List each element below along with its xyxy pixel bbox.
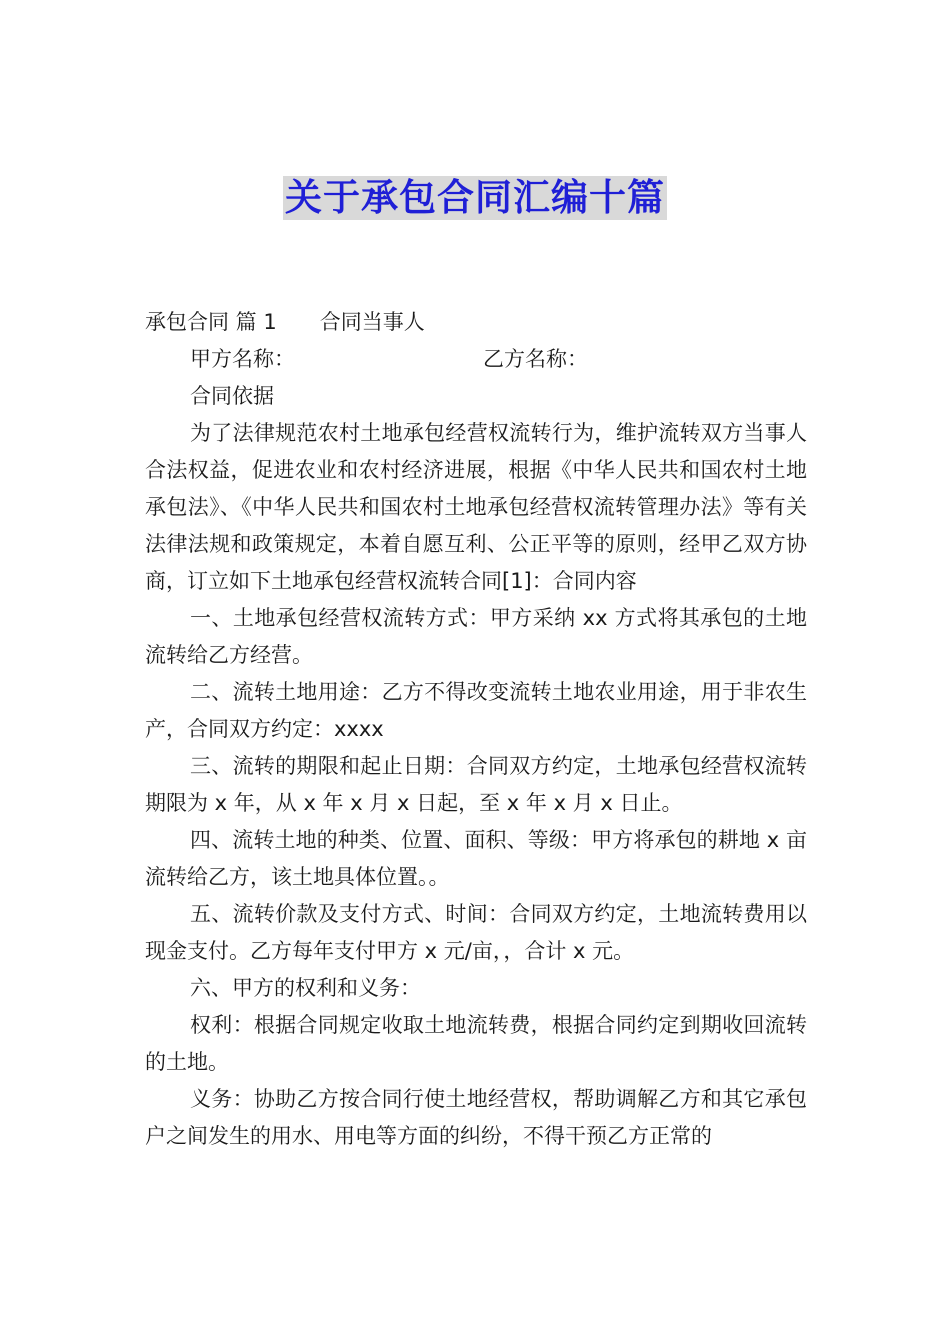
paragraph-clause-5: 五、流转价款及支付方式、时间：合同双方约定，土地流转费用以现金支付。乙方每年支付甲方 x 元/亩，，合计 x 元。 bbox=[145, 902, 807, 963]
parties-line bbox=[145, 341, 807, 378]
paragraph-clause-6: 六、甲方的权利和义务： bbox=[190, 976, 421, 1000]
party-a-label: 甲方名称： bbox=[190, 347, 295, 371]
party-b-label: 乙方名称： bbox=[483, 347, 588, 371]
chapter-label: 承包合同 篇 1 bbox=[145, 310, 277, 334]
paragraph-clause-3: 三、流转的期限和起止日期：合同双方约定，土地承包经营权流转期限为 x 年，从 x 年 x 月 x 日起，至 x 年 x 月 x 日止。 bbox=[145, 754, 807, 815]
document-body bbox=[145, 304, 807, 1155]
title-wrap bbox=[0, 176, 950, 220]
paragraph-clause-4: 四、流转土地的种类、位置、面积、等级：甲方将承包的耕地 x 亩流转给乙方，该土地具体位置。。 bbox=[145, 828, 807, 889]
paragraph-obligations: 义务：协助乙方按合同行使土地经营权，帮助调解乙方和其它承包户之间发生的用水、用电等方面的纠纷，不得干预乙方正常的 bbox=[145, 1087, 807, 1148]
spacer bbox=[277, 304, 320, 341]
paragraph-basis: 为了法律规范农村土地承包经营权流转行为，维护流转双方当事人合法权益，促进农业和农村经济进展，根据《中华人民共和国农村土地承包法》、《中华人民共和国农村土地承包经营权流转管理办法》等有关法律法规和政策规定，本着自愿互利、公正平等的原则，经甲乙双方协商，订立如下土地承包经营权流转合同[1]：合同内容 bbox=[145, 421, 807, 593]
paragraph-clause-2: 二、流转土地用途：乙方不得改变流转土地农业用途，用于非农生产，合同双方约定：xxxx bbox=[145, 680, 807, 741]
document-title: 关于承包合同汇编十篇 bbox=[285, 176, 665, 219]
section-heading: 合同当事人 bbox=[319, 310, 425, 334]
paragraph-rights: 权利：根据合同规定收取土地流转费，根据合同约定到期收回流转的土地。 bbox=[145, 1013, 807, 1074]
paragraph-clause-1: 一、土地承包经营权流转方式：甲方采纳 xx 方式将其承包的土地流转给乙方经营。 bbox=[145, 606, 807, 667]
chapter-heading-line bbox=[145, 304, 807, 341]
paragraph-basis-heading: 合同依据 bbox=[190, 384, 274, 408]
